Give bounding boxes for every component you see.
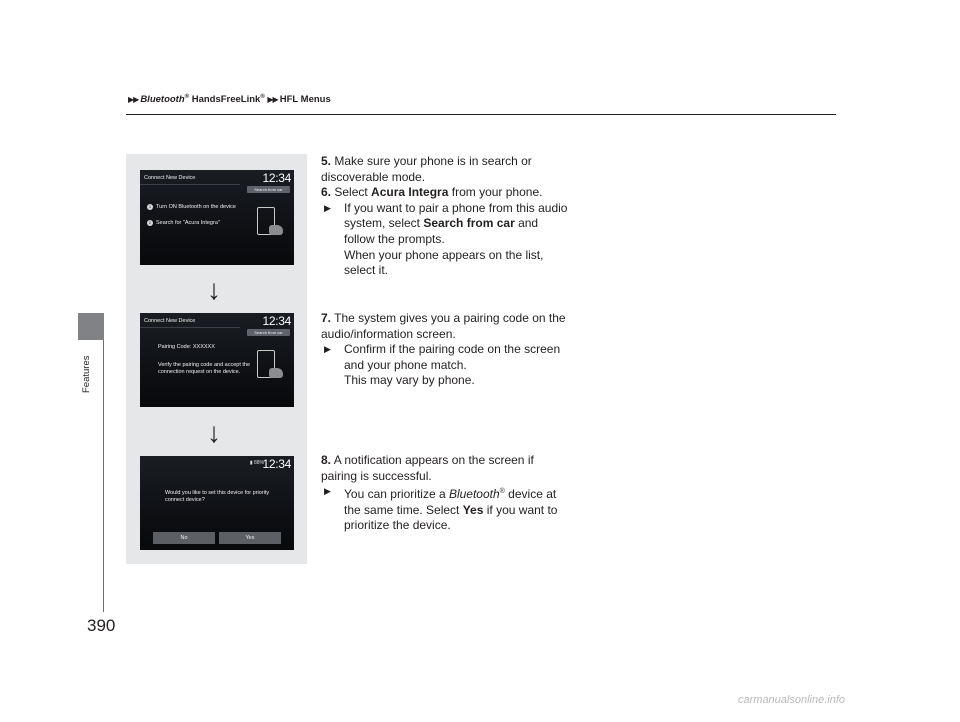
step-number-icon: 2 [148,220,152,225]
step-7-note-text: Confirm if the pairing code on the screen and your phone match. [344,342,561,372]
step-5 [321,154,571,185]
step-6-note-bold: Search from car [423,216,515,231]
section-label [75,339,105,399]
breadcrumb-hfl[interactable]: HandsFreeLink [189,94,261,106]
breadcrumb-bluetooth[interactable]: Bluetooth [140,94,185,106]
step-8-note-mid: device at the same time. Select [344,487,557,517]
step-7-text: The system gives you a pairing code on the audio/information screen. [321,311,566,341]
instruction-1 [147,204,247,211]
screen-connect-new-device [140,170,294,265]
hand-icon [269,225,283,235]
page-number: 390 [87,616,116,635]
note-arrow-icon: ▶ [324,344,331,355]
step-number-icon: 1 [148,204,152,209]
steps-column [321,154,571,279]
side-divider [103,340,104,612]
yes-button[interactable]: Yes [219,532,281,544]
step-8-number: 8. [321,453,332,467]
registered-mark: ® [499,488,505,496]
breadcrumb-hfl-menus[interactable]: HFL Menus [279,94,331,106]
instruction-1-text: Turn ON Bluetooth on the device [156,204,236,210]
screen-clock: 12:34 [262,457,291,471]
step-7 [321,311,571,342]
step-8-note-bold: Yes [462,502,484,517]
breadcrumb-arrow-icon: ▶▶ [267,95,278,105]
note-arrow-icon: ▶ [324,202,331,213]
search-from-car-button[interactable]: Search from car [247,329,290,336]
step-8-note-pre: You can prioritize a [344,487,449,502]
section-label-text: Features [81,355,92,393]
down-arrow-icon: ↓ [207,274,221,305]
step-6-note-pre: If you want to pair a phone from this audio system, select [344,200,568,231]
step-6-note-line2: When your phone appears on the list, select it. [344,247,544,278]
screen-title: Connect New Device [144,175,196,181]
verify-text: Verify the pairing code and accept the connection request on the device. [158,362,251,375]
note-arrow-icon: ▶ [324,486,331,497]
step-8-note-italic: Bluetooth [448,487,500,502]
step-7-note [321,342,571,389]
pairing-code: Pairing Code: XXXXXX [158,344,215,350]
step-5-text: Make sure your phone is in search or discoverable mode. [321,154,532,184]
step-6 [321,185,571,201]
instruction-2-text: Search for "Acura Integra" [156,220,220,226]
step-5-number: 5. [321,154,332,168]
screen-clock: 12:34 [262,314,291,328]
step-8-note [321,484,571,534]
priority-question: Would you like to set this device for priority connect device? [165,490,270,503]
step-8-note-post: if you want to prioritize the device. [344,502,558,533]
section-tab [78,313,104,340]
step-6-pre: Select [334,185,372,200]
screen-pairing-code [140,313,294,407]
hand-icon [269,368,283,378]
instruction-2 [147,220,247,227]
steps-column-2 [321,311,571,389]
step-6-note-post: and follow the prompts. [344,216,539,246]
breadcrumb [128,94,331,105]
step-6-note [321,201,571,279]
registered-mark: ® [260,94,265,100]
screen-title: Connect New Device [144,318,196,324]
step-6-post: from your phone. [448,185,543,200]
screen-priority-device [140,456,294,550]
no-button[interactable]: No [153,532,215,544]
down-arrow-icon: ↓ [207,417,221,448]
screen-clock: 12:34 [262,171,291,185]
search-from-car-button[interactable]: Search from car [247,186,290,193]
step-8 [321,453,571,484]
step-7-note-line2: This may vary by phone. [344,373,475,388]
step-7-number: 7. [321,311,332,325]
breadcrumb-arrow-icon: ▶▶ [128,95,139,105]
steps-column-3 [321,453,571,534]
header-rule [126,114,836,115]
battery-status: ▮ 88% [249,460,264,466]
step-6-device-name: Acura Integra [371,185,449,200]
watermark: carmanualsonline.info [738,694,846,706]
step-8-text: A notification appears on the screen if pairing is successful. [321,453,534,483]
step-6-number: 6. [321,185,332,200]
screen-divider [140,327,240,328]
screen-divider [140,184,240,185]
registered-mark: ® [184,94,190,100]
